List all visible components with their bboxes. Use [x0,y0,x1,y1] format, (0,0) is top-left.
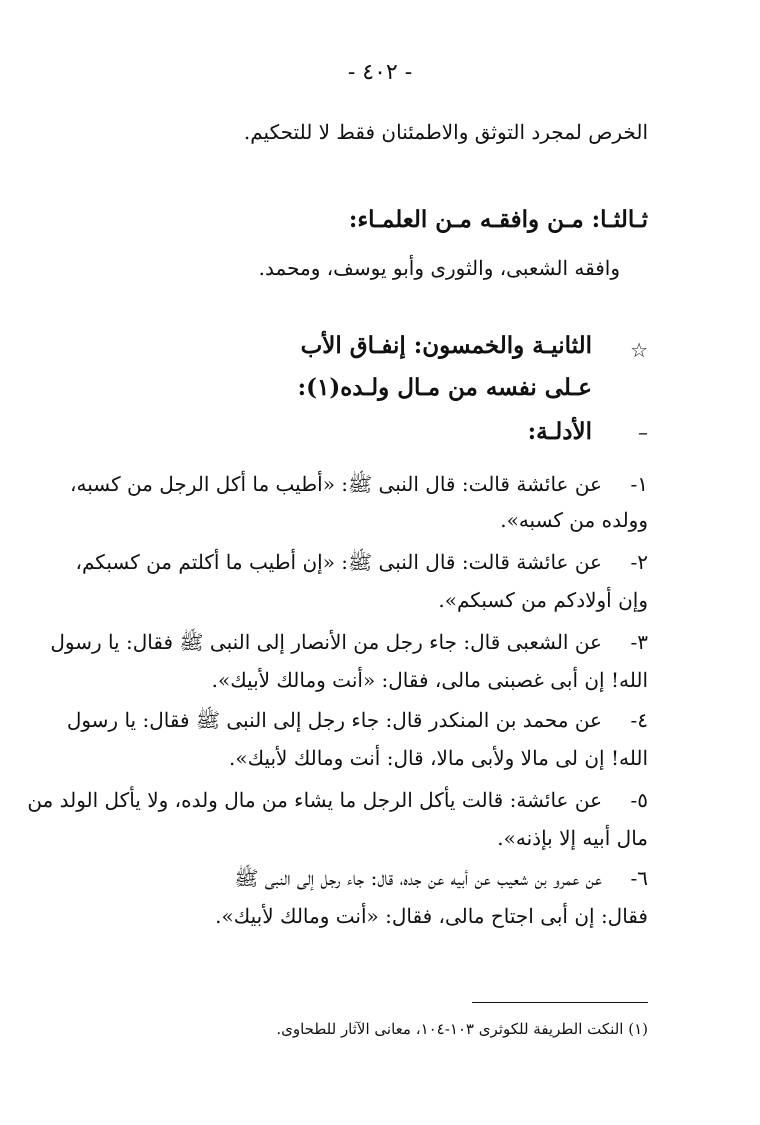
footnote-divider [472,1002,648,1003]
section-heading: ثـالثـا: مـن وافقـه مـن العلمـاء: [348,206,648,233]
evidence-dash: – [638,420,648,444]
star-icon: ☆ [630,338,648,362]
item-line: عن محمد بن المنكدر قال: جاء رجل إلى النبى ﷺ فقال: يا رسول [66,708,602,732]
item-number: ٤- [630,708,648,732]
item-line: الله! إن أبى غصبنى مالى، فقال: «أنت ومالك لأبيك». [211,668,648,692]
item-number: ١- [630,472,648,496]
item-number: ٣- [630,630,648,654]
page-number: - ٤٠٢ - [347,60,413,85]
item-number: ٥- [630,788,648,812]
item-number: ٦- [630,866,648,890]
topic-title-line1: الثانيـة والخمسون: إنفـاق الأب [300,332,592,359]
item-line: مال أبيه إلا بإذنه». [497,826,648,850]
item-line: فقال: إن أبى اجتاح مالى، فقال: «أنت ومالك لأبيك». [215,904,648,928]
item-line: عن عائشة قالت: قال النبى ﷺ: «أطيب ما أكل الرجل من كسبه، [70,472,602,496]
evidence-heading: الأدلـة: [527,418,592,445]
section-text: وافقه الشعبى، والثورى وأبو يوسف، ومحمد. [258,256,620,280]
item-line: الله! إن لى مالا ولأبى مالا، قال: أنت ومالك لأبيك». [229,746,648,770]
intro-line: الخرص لمجرد التوثق والاطمئنان فقط لا للتحكيم. [243,120,648,144]
item-number: ٢- [630,550,648,574]
footnote: (١) النكت الطريفة للكوثرى ١٠٣-١٠٤، معانى الآثار للطحاوى. [276,1020,648,1038]
topic-title-line2: عـلى نفسه من مـال ولـده(١): [297,374,592,401]
item-line: وولده من كسبه». [500,508,648,532]
item-line: وإن أولادكم من كسبكم». [438,588,648,612]
item-line: عن عائشة قالت: قال النبى ﷺ: «إن أطيب ما أكلتم من كسبكم، [75,550,602,574]
item-line: عن عمرو بن شعيب عن أبيه عن جده، قال: جاء رجل إلى النبى ﷺ [234,866,602,890]
item-line: عن عائشة: قالت يأكل الرجل ما يشاء من مال ولده، ولا يأكل الولد من [27,788,602,812]
item-line: عن الشعبى قال: جاء رجل من الأنصار إلى النبى ﷺ فقال: يا رسول [50,630,602,654]
